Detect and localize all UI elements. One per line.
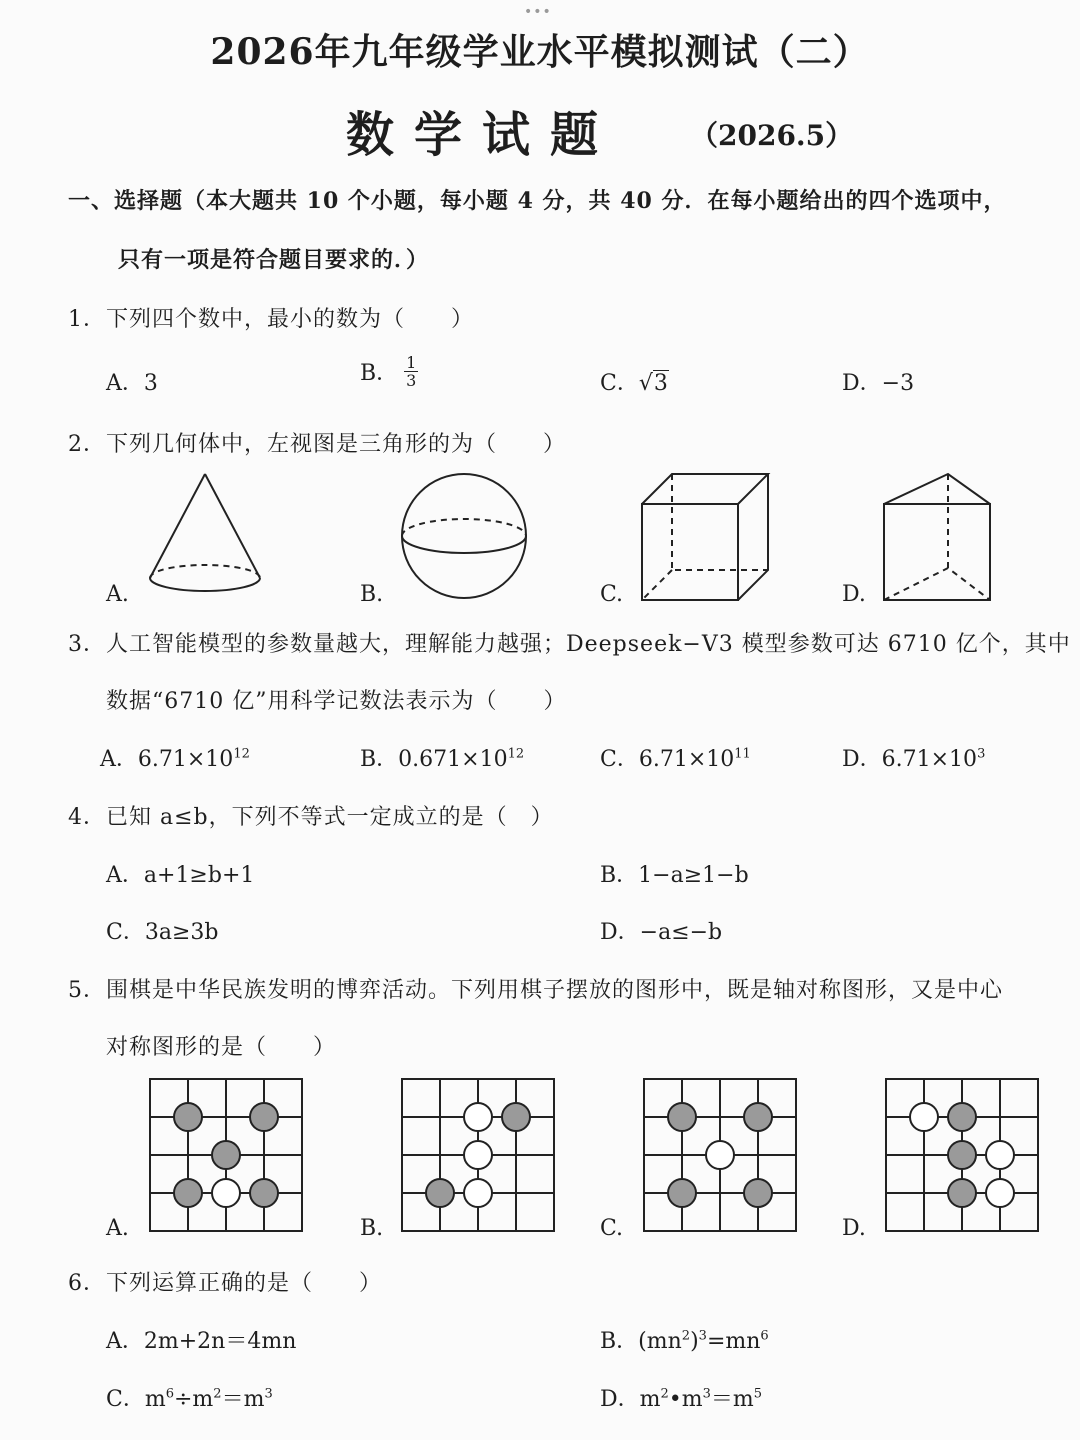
white-stone	[464, 1141, 492, 1169]
white-stone	[706, 1141, 734, 1169]
q6-option-d	[600, 1382, 762, 1413]
go-board-d	[884, 1077, 1040, 1233]
q1-fraction-numerator: 1	[406, 353, 417, 372]
black-stone	[744, 1103, 772, 1131]
q6-option-c	[106, 1382, 273, 1413]
q6-option-c-part2: ÷m	[173, 1387, 214, 1412]
q1-fraction	[404, 354, 418, 389]
q3-option-b	[360, 742, 524, 773]
q6-option-c-part1: C．m	[106, 1387, 166, 1412]
q4-stem: 4．已知 a≤b，下列不等式一定成立的是（ ）	[68, 805, 554, 830]
q1-option-c-label: C．	[600, 371, 639, 396]
q3-option-a-exponent: 12	[233, 746, 250, 762]
q6-option-c-exp2: 2	[213, 1386, 222, 1402]
black-stone	[250, 1179, 278, 1207]
q6-option-b	[600, 1324, 769, 1355]
q6-option-d-part1: D．m	[600, 1387, 661, 1412]
q6-option-c-exp3: 3	[264, 1386, 273, 1402]
q3-option-c-base: C．6.71×10	[600, 747, 735, 772]
black-stone	[948, 1141, 976, 1169]
black-stone	[174, 1179, 202, 1207]
exam-date: （2026.5）	[690, 119, 854, 152]
black-stone	[502, 1103, 530, 1131]
go-board-c	[642, 1077, 798, 1233]
q5-stem-line1: 5．围棋是中华民族发明的博弈活动。下列用棋子摆放的图形中，既是轴对称图形，又是中心	[68, 978, 1004, 1003]
q2-option-c: C.	[600, 582, 624, 607]
triangular-prism-figure	[878, 468, 998, 608]
q6-option-d-part3: ＝m	[710, 1387, 754, 1412]
q5-option-d: D.	[842, 1216, 866, 1241]
q1-option-b-label: B．	[360, 361, 399, 386]
q3-option-c-exponent: 11	[734, 746, 751, 762]
white-stone	[464, 1103, 492, 1131]
white-stone	[464, 1179, 492, 1207]
black-stone	[668, 1103, 696, 1131]
white-stone	[212, 1179, 240, 1207]
q4-option-c: C．3a≥3b	[106, 920, 219, 945]
subject-title: 数学试题	[346, 107, 619, 163]
q3-option-c	[600, 742, 751, 773]
q1-option-b	[360, 354, 418, 389]
q6-option-d-exp3: 5	[753, 1386, 763, 1402]
q5-stem-line2: 对称图形的是（ ）	[106, 1035, 337, 1060]
q3-option-d-exponent: 3	[977, 746, 986, 762]
q6-option-b-exp3: 6	[760, 1328, 769, 1344]
q3-option-b-exponent: 12	[507, 746, 525, 762]
q3-stem-line2: 数据“6710 亿”用科学记数法表示为（ ）	[106, 689, 567, 714]
q2-stem: 2．下列几何体中，左视图是三角形的为（ ）	[68, 432, 566, 457]
q6-option-d-part2: •m	[668, 1387, 703, 1412]
q4-option-b: B．1−a≥1−b	[600, 863, 749, 888]
q5-option-c: C.	[600, 1216, 624, 1241]
q6-option-a: A．2m+2n＝4mn	[106, 1329, 297, 1354]
q3-option-a-base: A．6.71×10	[100, 747, 234, 772]
white-stone	[986, 1141, 1014, 1169]
q3-option-d-base: D．6.71×10	[842, 747, 978, 772]
q5-option-b: B.	[360, 1216, 384, 1241]
q6-option-b-part2: )	[690, 1329, 699, 1354]
black-stone	[212, 1141, 240, 1169]
black-stone	[668, 1179, 696, 1207]
black-stone	[744, 1179, 772, 1207]
q1-stem: 1．下列四个数中，最小的数为（ ）	[68, 307, 474, 332]
q6-option-c-part3: ＝m	[221, 1387, 265, 1412]
q6-option-b-part3: =mn	[706, 1329, 761, 1354]
q6-stem: 6．下列运算正确的是（ ）	[68, 1271, 382, 1296]
q6-option-c-exp1: 6	[165, 1386, 174, 1402]
white-stone	[986, 1179, 1014, 1207]
q2-option-a: A.	[106, 582, 129, 607]
q1-option-d: D．−3	[842, 371, 915, 396]
exam-title: 2026年九年级学业水平模拟测试（二）	[210, 31, 870, 73]
black-stone	[948, 1179, 976, 1207]
black-stone	[948, 1103, 976, 1131]
q1-sqrt-radicand: 3	[653, 371, 668, 396]
q1-sqrt	[639, 371, 669, 396]
q1-option-a: A．3	[106, 371, 158, 396]
cone-figure	[140, 468, 270, 598]
menu-dots-icon[interactable]: •••	[524, 4, 552, 20]
section-instructions-line2: 只有一项是符合题目要求的．）	[118, 247, 430, 273]
section-instructions-line1: 一、选择题（本大题共 10 个小题，每小题 4 分，共 40 分．在每小题给出的四个选项中，	[68, 188, 1007, 214]
q3-option-b-base: B．0.671×10	[360, 747, 508, 772]
white-stone	[910, 1103, 938, 1131]
q1-option-c	[600, 366, 669, 397]
black-stone	[426, 1179, 454, 1207]
q6-option-b-exp2: 3	[698, 1328, 707, 1344]
q1-fraction-denominator: 3	[406, 371, 417, 390]
black-stone	[250, 1103, 278, 1131]
black-stone	[174, 1103, 202, 1131]
q5-option-a: A.	[106, 1216, 129, 1241]
q3-option-a	[100, 742, 250, 773]
q4-option-a: A．a+1≥b+1	[106, 863, 255, 888]
go-board-a	[148, 1077, 304, 1233]
q2-option-b: B.	[360, 582, 384, 607]
q4-option-d: D．−a≤−b	[600, 920, 723, 945]
q6-option-b-exp1: 2	[681, 1328, 691, 1344]
q6-option-d-exp2: 3	[702, 1386, 711, 1402]
q6-option-b-part1: B．(mn	[600, 1329, 682, 1354]
q3-option-d	[842, 742, 985, 773]
q3-stem-line1: 3．人工智能模型的参数量越大，理解能力越强；Deepseek−V3 模型参数可达 6710 亿个，其中	[68, 632, 1071, 657]
sphere-figure	[398, 472, 532, 606]
cube-figure	[636, 468, 776, 608]
go-board-b	[400, 1077, 556, 1233]
sqrt-sign-icon: √	[638, 371, 653, 396]
q6-option-d-exp1: 2	[660, 1386, 669, 1402]
q2-option-d: D.	[842, 582, 866, 607]
